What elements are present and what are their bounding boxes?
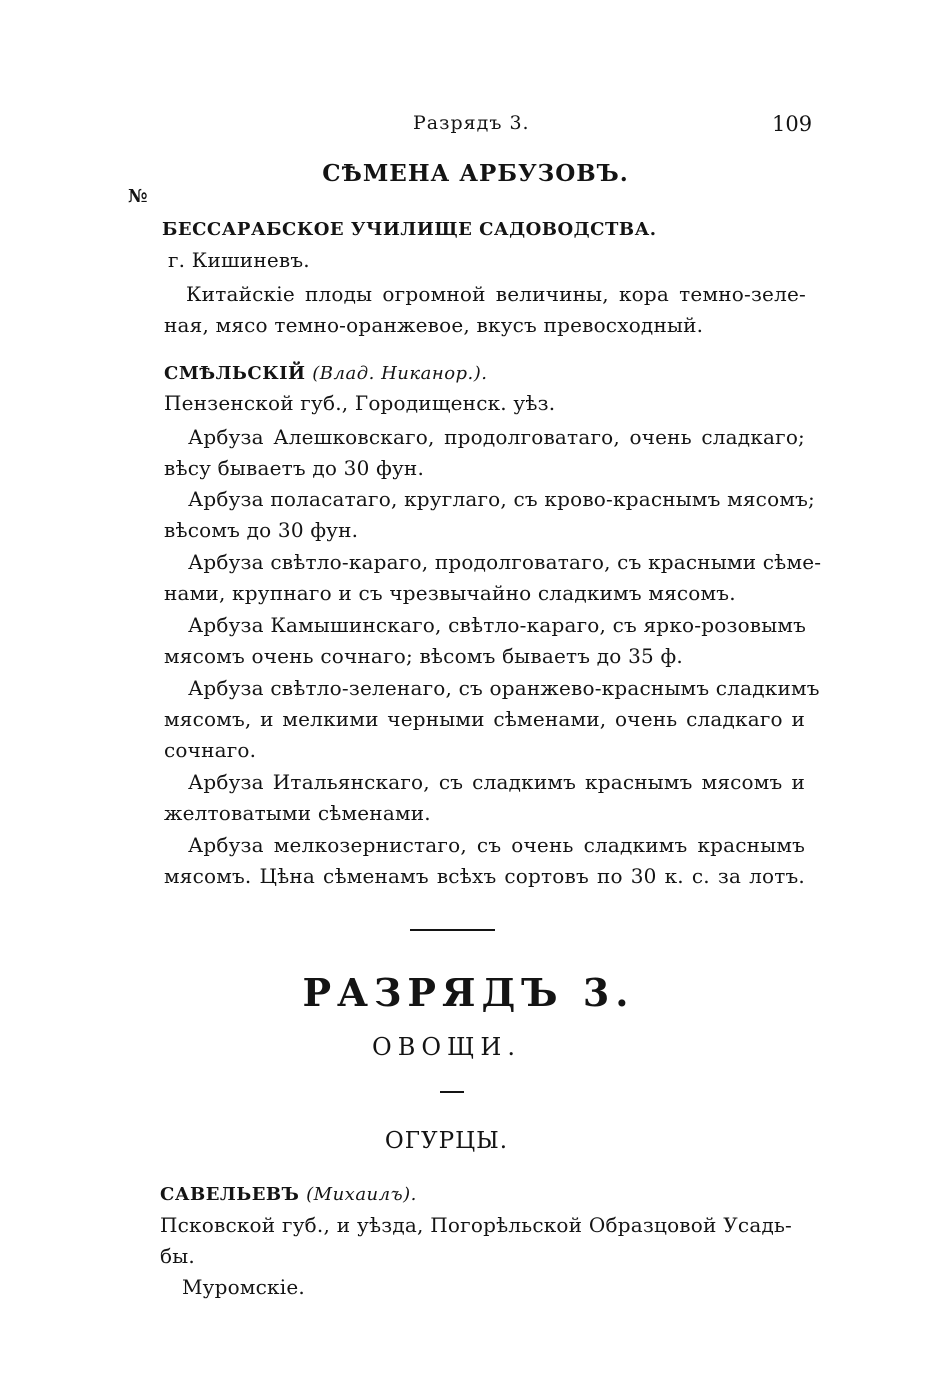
entry-text-line: вѣсомъ до 30 фун. <box>164 518 359 542</box>
number-sign: № <box>128 186 148 207</box>
page-number: 109 <box>772 112 813 136</box>
vegetable-section-title: ОГУРЦЫ. <box>384 1128 509 1154</box>
entry-text-line: Арбуза Итальянскаго, съ сладкимъ краснымъ мясомъ и <box>188 770 805 794</box>
category-subtitle: ОВОЩИ. <box>372 1033 521 1061</box>
entry-text-line: Арбуза мелкозернистаго, съ очень сладкимъ краснымъ <box>188 833 805 857</box>
entry-location: г. Кишиневъ. <box>168 248 310 272</box>
entry-text-line: мясомъ. Цѣна сѣменамъ всѣхъ сортовъ по 30 к. с. за лотъ. <box>164 864 805 888</box>
entry-text-line: Арбуза поласатаго, круглаго, съ крово-краснымъ мясомъ; <box>188 487 815 511</box>
entry-text-line: мясомъ очень сочнаго; вѣсомъ бываетъ до 35 ф. <box>164 644 683 668</box>
entry-name: БЕССАРАБСКОЕ УЧИЛИЩЕ САДОВОДСТВА. <box>162 219 657 240</box>
entry-text-line: Арбуза Камышинскаго, свѣтло-караго, съ ярко-розовымъ <box>188 613 807 637</box>
entry-surname: САВЕЛЬЕВЪ <box>160 1184 300 1205</box>
entry-name <box>160 1184 417 1205</box>
entry-text-line: Арбуза Алешковскаго, продолговатаго, очень сладкаго; <box>188 425 805 449</box>
entry-given-name: (Влад. Никанор.). <box>312 363 488 384</box>
entry-surname: СМѢЛЬСКІЙ <box>164 363 306 384</box>
entry-text-line: нами, крупнаго и съ чрезвычайно сладкимъ мясомъ. <box>164 581 736 605</box>
entry-text-line: Арбуза свѣтло-караго, продолговатаго, съ красными сѣме- <box>188 550 822 574</box>
entry-location: Пензенской губ., Городищенск. уѣз. <box>164 391 556 415</box>
entry-text-line: сочнаго. <box>164 738 257 762</box>
entry-location: Псковской губ., и уѣзда, Погорѣльской Образцовой Усадь- <box>160 1213 792 1237</box>
entry-text-line: Китайскіе плоды огромной величины, кора темно-зеле- <box>186 282 806 306</box>
entry-variety: Муромскіе. <box>182 1275 305 1299</box>
entry-location: бы. <box>160 1244 195 1268</box>
entry-text-line: Арбуза свѣтло-зеленаго, съ оранжево-краснымъ сладкимъ <box>188 676 820 700</box>
running-head: Разрядъ 3. <box>413 112 530 134</box>
category-title: РАЗРЯДЪ 3. <box>302 970 635 1015</box>
entry-name <box>164 363 488 384</box>
section-divider <box>410 929 495 931</box>
section-title: СѢМЕНА АРБУЗОВЪ. <box>322 160 629 187</box>
entry-given-name: (Михаилъ). <box>306 1184 417 1205</box>
entry-text-line: вѣсу бываетъ до 30 фун. <box>164 456 425 480</box>
short-divider <box>440 1091 464 1093</box>
entry-text-line: ная, мясо темно-оранжевое, вкусъ превосходный. <box>164 313 704 337</box>
entry-text-line: желтоватыми сѣменами. <box>164 801 431 825</box>
entry-text-line: мясомъ, и мелкими черными сѣменами, очень сладкаго и <box>164 707 805 731</box>
